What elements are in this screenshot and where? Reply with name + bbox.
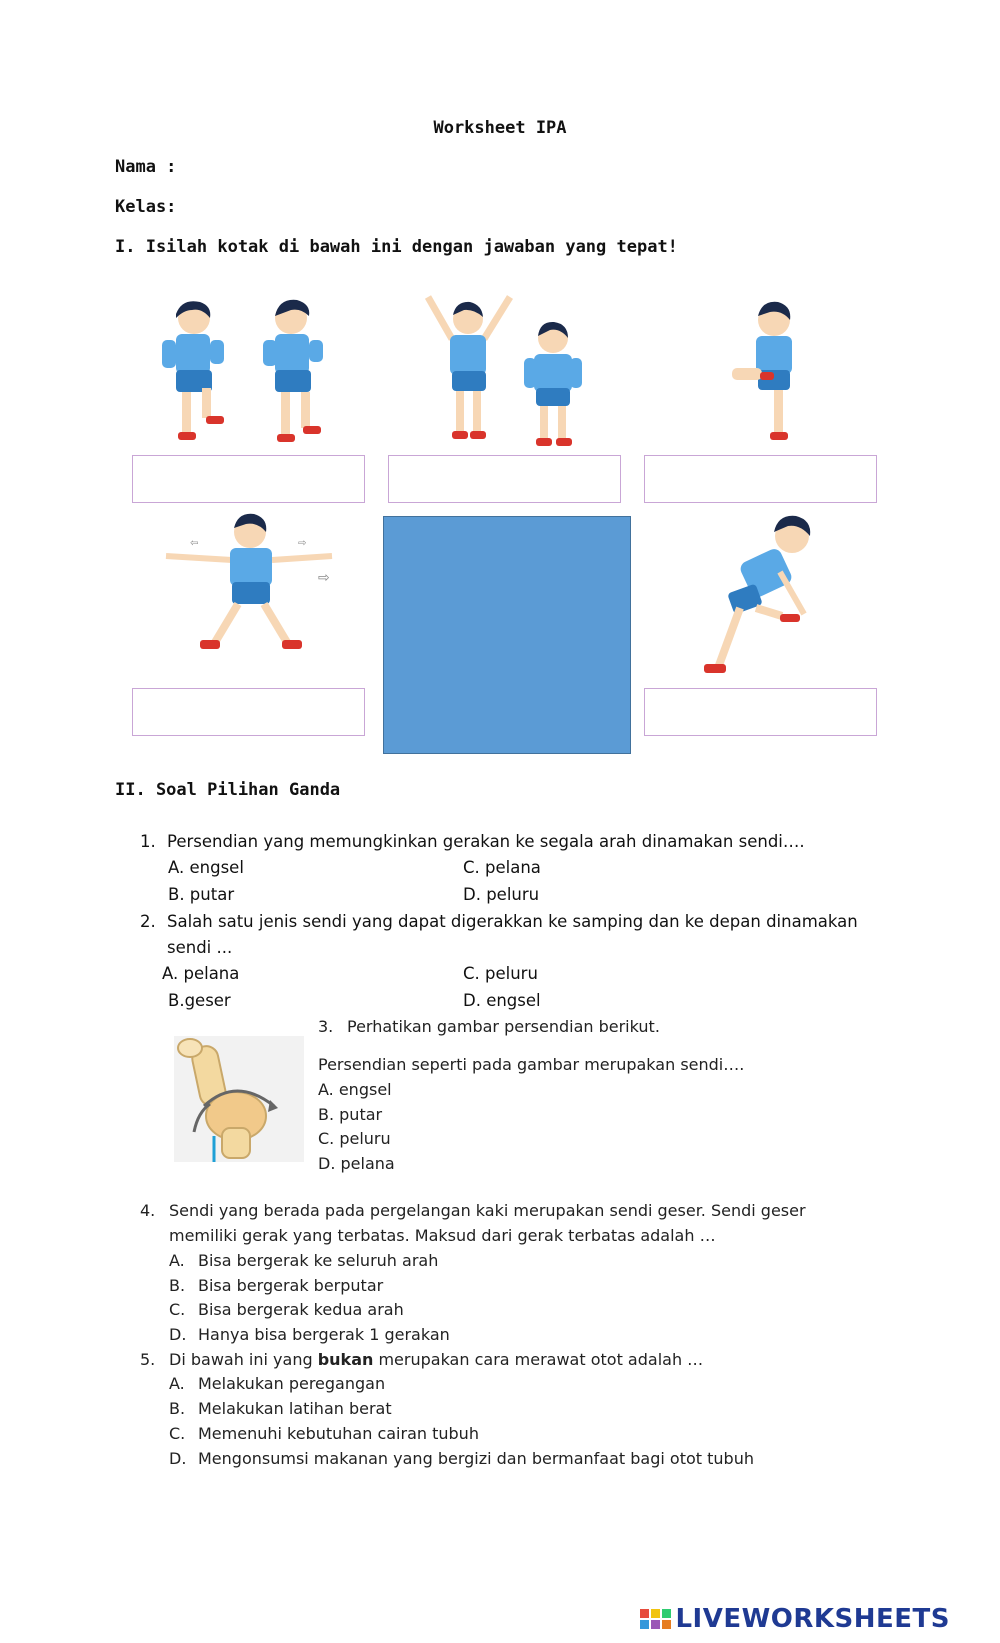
question-3-number: 3. [318,1017,334,1036]
kid-head-bowed-illustration [518,318,588,458]
worksheet-title: Worksheet IPA [433,118,567,138]
svg-text:⇨: ⇨ [318,570,330,586]
question-4-option-c-letter: C. [169,1300,186,1319]
question-5-text-post: merupakan cara merawat otot adalah … [373,1350,704,1369]
kid-arms-raised-illustration [418,293,518,453]
answer-box-6[interactable] [644,688,877,736]
question-2-number: 2. [140,912,156,931]
question-3-text: Perhatikan gambar persendian berikut. [347,1017,660,1036]
question-4-option-c[interactable]: Bisa bergerak kedua arah [198,1300,404,1319]
question-4-text-line2: memiliki gerak yang terbatas. Maksud dari gerak terbatas adalah … [169,1226,716,1245]
joint-bone-illustration [174,1036,304,1162]
question-2-option-c[interactable]: C. peluru [463,964,538,983]
question-1-text: Persendian yang memungkinkan gerakan ke segala arah dinamakan sendi…. [167,832,805,851]
answer-box-1[interactable] [132,455,365,503]
answer-input-3[interactable] [645,456,876,502]
question-2-text-line2: sendi ... [167,938,233,957]
answer-input-2[interactable] [389,456,620,502]
question-2-option-d[interactable]: D. engsel [463,991,541,1010]
question-3-option-a[interactable]: A. engsel [318,1080,392,1099]
question-4-option-a-letter: A. [169,1251,185,1270]
image-placeholder-block [383,516,631,754]
question-5-text-bold: bukan [317,1350,374,1369]
question-1-option-c[interactable]: C. pelana [463,858,541,877]
question-3-option-c[interactable]: C. peluru [318,1129,391,1148]
svg-text:⇨: ⇨ [298,538,307,549]
question-5-number: 5. [140,1350,156,1369]
question-5-option-c[interactable]: Memenuhi kebutuhan cairan tubuh [198,1424,479,1443]
question-2-text-line1: Salah satu jenis sendi yang dapat digerakkan ke samping dan ke depan dinamakan [167,912,858,931]
kid-side-stretch-illustration [162,510,342,660]
answer-input-6[interactable] [645,689,876,735]
svg-text:⇦: ⇦ [190,538,199,549]
section-2-heading: II. Soal Pilihan Ganda [115,780,341,800]
question-4-option-d-letter: D. [169,1325,187,1344]
answer-box-4[interactable] [132,688,365,736]
logo-text: LIVEWORKSHEETS [675,1604,950,1634]
kid-walking-illustration [255,296,335,456]
answer-input-1[interactable] [133,456,364,502]
answer-box-2[interactable] [388,455,621,503]
question-4-option-d[interactable]: Hanya bisa bergerak 1 gerakan [198,1325,450,1344]
question-5-option-c-letter: C. [169,1424,186,1443]
answer-input-4[interactable] [133,689,364,735]
question-1-number: 1. [140,832,156,851]
question-4-number: 4. [140,1201,156,1220]
question-5-option-d[interactable]: Mengonsumsi makanan yang bergizi dan bermanfaat bagi otot tubuh [198,1449,754,1468]
class-label: Kelas: [115,197,177,217]
logo-grid-icon [640,1609,671,1629]
question-4-option-a[interactable]: Bisa bergerak ke seluruh arah [198,1251,439,1270]
question-3-option-b[interactable]: B. putar [318,1105,383,1124]
name-label: Nama : [115,157,177,177]
liveworksheets-logo[interactable] [640,1604,950,1634]
question-2-option-a[interactable]: A. pelana [162,964,240,983]
question-5-option-d-letter: D. [169,1449,187,1468]
question-1-option-a[interactable]: A. engsel [168,858,244,877]
question-4-option-b[interactable]: Bisa bergerak berputar [198,1276,384,1295]
question-5-text [169,1350,703,1369]
question-1-option-d[interactable]: D. peluru [463,885,540,904]
question-5-option-a[interactable]: Melakukan peregangan [198,1374,386,1393]
question-3-option-d[interactable]: D. pelana [318,1154,395,1173]
kid-bending-illustration [700,510,830,685]
question-5-text-pre: Di bawah ini yang [169,1350,318,1369]
kid-knee-lift-illustration [724,296,814,456]
question-3-prompt: Persendian seperti pada gambar merupakan sendi…. [318,1055,745,1074]
kid-marching-illustration [152,296,232,456]
question-5-option-b-letter: B. [169,1399,186,1418]
question-5-option-a-letter: A. [169,1374,185,1393]
question-4-option-b-letter: B. [169,1276,186,1295]
question-5-option-b[interactable]: Melakukan latihan berat [198,1399,392,1418]
answer-box-3[interactable] [644,455,877,503]
section-1-heading: I. Isilah kotak di bawah ini dengan jawaban yang tepat! [115,237,678,257]
question-2-option-b[interactable]: B.geser [168,991,231,1010]
question-4-text-line1: Sendi yang berada pada pergelangan kaki merupakan sendi geser. Sendi geser [169,1201,806,1220]
question-1-option-b[interactable]: B. putar [168,885,235,904]
